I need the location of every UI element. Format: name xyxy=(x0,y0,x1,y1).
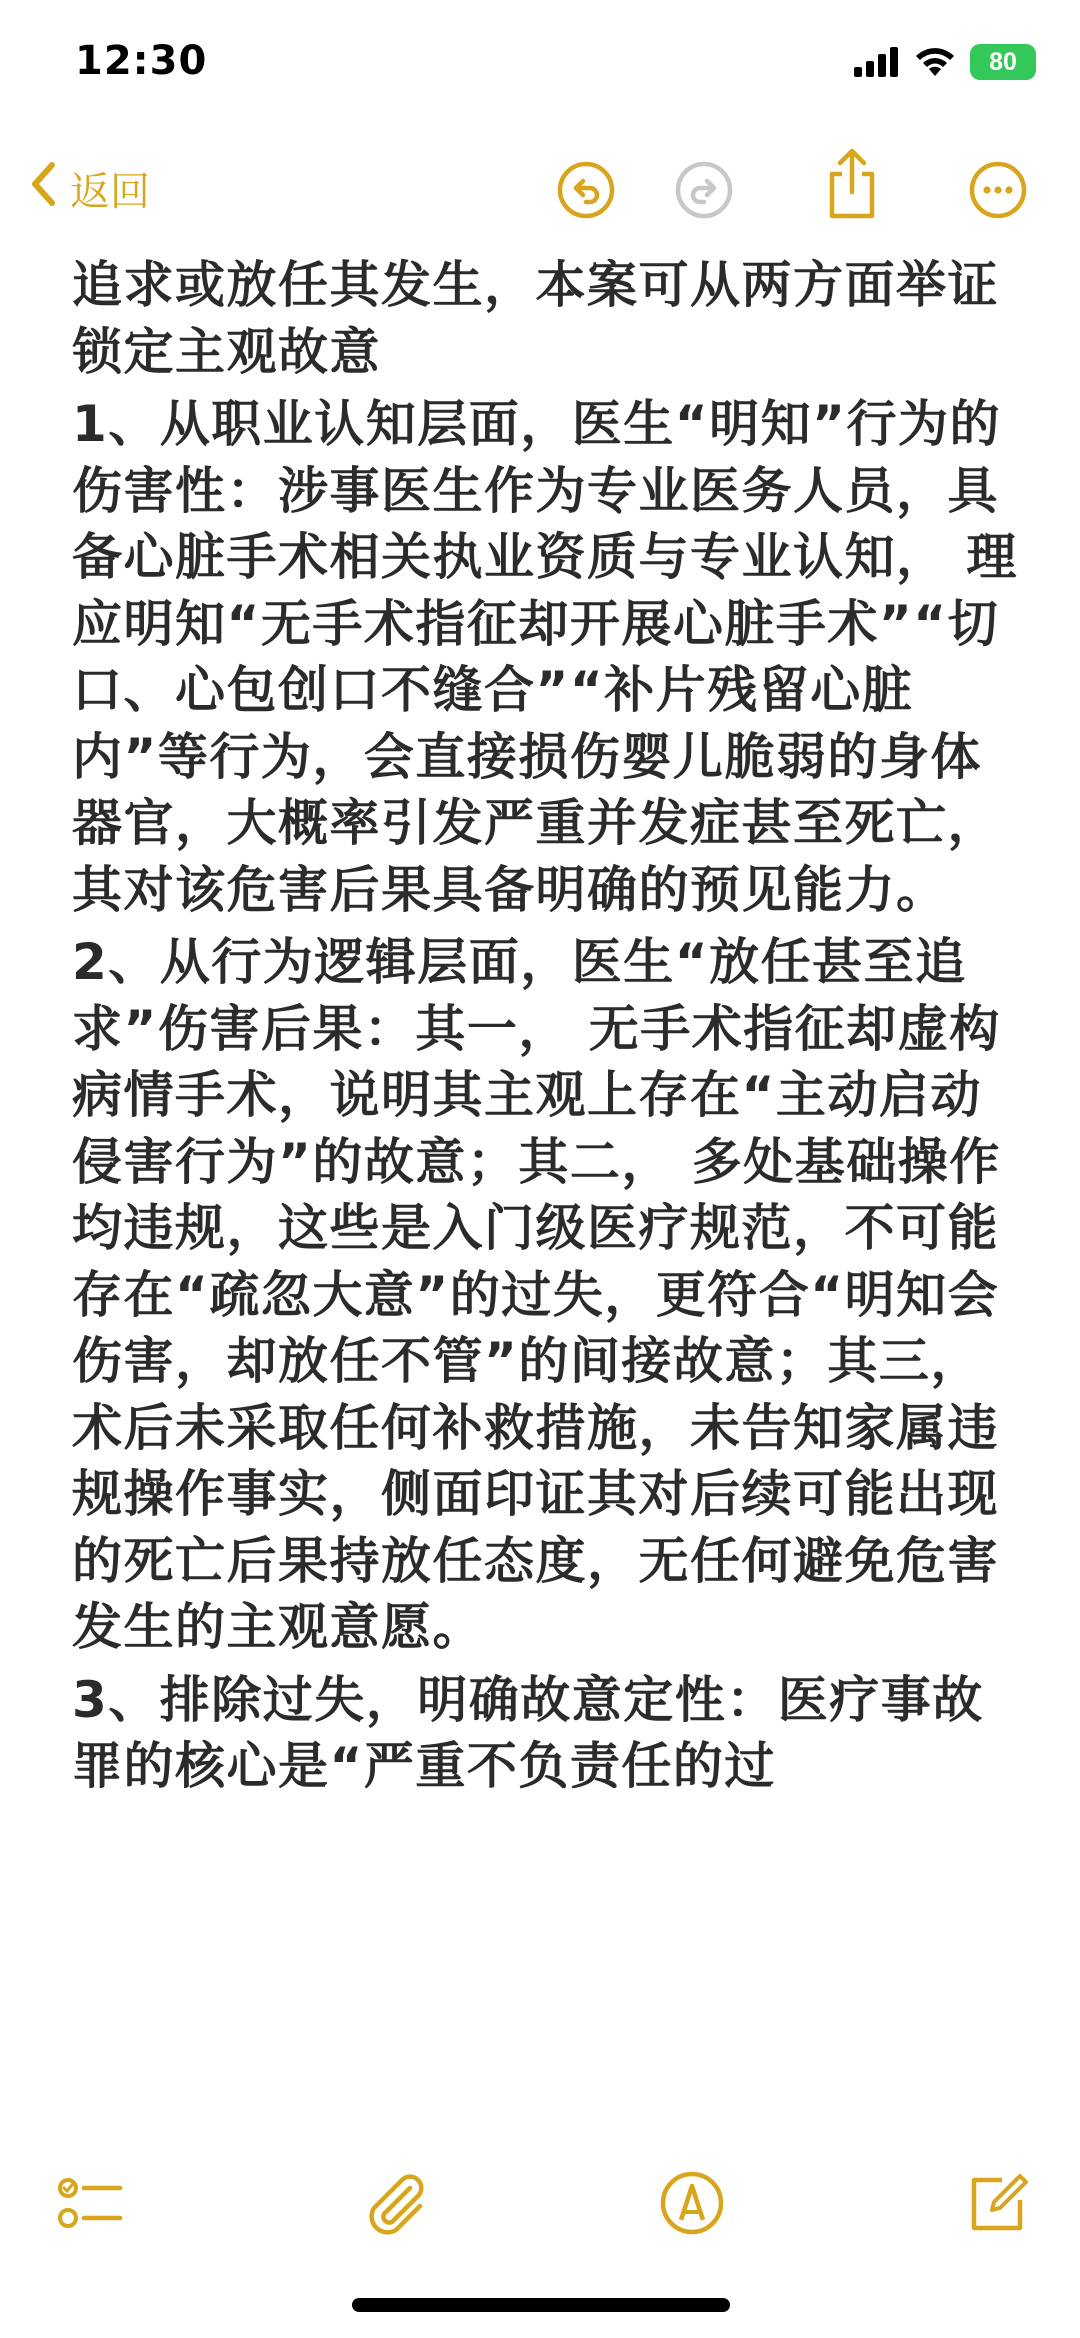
share-icon[interactable] xyxy=(820,146,884,210)
markup-icon[interactable] xyxy=(657,2168,727,2238)
attachment-icon[interactable] xyxy=(360,2168,430,2238)
status-indicators xyxy=(854,44,1030,80)
note-body[interactable] xyxy=(72,252,1032,2147)
redo-icon[interactable] xyxy=(672,158,736,222)
undo-icon[interactable] xyxy=(554,158,618,222)
note-paragraph: 3、排除过失，明确故意定性：医疗事故罪的核心是“严重不负责任的过 xyxy=(72,1670,984,1795)
compose-icon[interactable] xyxy=(962,2168,1032,2238)
battery-indicator: 80 xyxy=(970,44,1036,80)
note-paragraph: 2、从行为逻辑层面，医生“放任甚至追求”伤害后果：其一， 无手术指征却虚构病情手术，说明其主观上存在“主动启动侵害行为”的故意；其二， 多处基础操作均违规，这些是入门级医疗规范，不可能存在“疏忽大意”的过失，更符合“明知会伤害，却放任不管”的间接故意；其三， 术后未采取任何补救措施，未告知家属违规操作事实，侧面印证其对后续可能出现的死亡后果持放任态度，无任何避免危害发生的主观意愿。 xyxy=(72,933,1001,1656)
wifi-icon xyxy=(914,47,956,77)
status-bar xyxy=(0,0,1080,130)
note-paragraph: 1、从职业认知层面，医生“明知”行为的伤害性：涉事医生作为专业医务人员，具备心脏手术相关执业资质与专业认知， 理应明知“无手术指征却开展心脏手术”“切口、心包创口不缝合”“补片残留心脏内”等行为，会直接损伤婴儿脆弱的身体器官，大概率引发严重并发症甚至死亡，其对该危害后果具备明确的预见能力。 xyxy=(72,395,1018,919)
cellular-signal-icon xyxy=(854,47,900,77)
bottom-toolbar xyxy=(0,2150,1080,2270)
more-icon[interactable] xyxy=(966,158,1030,222)
chevron-left-icon xyxy=(30,161,56,217)
note-paragraph: 追求或放任其发生，本案可从两方面举证锁定主观故意 xyxy=(72,256,999,381)
back-button[interactable] xyxy=(30,160,150,217)
home-indicator[interactable] xyxy=(352,2298,730,2312)
back-label: 返回 xyxy=(70,169,150,215)
nav-bar xyxy=(0,140,1080,240)
checklist-icon[interactable] xyxy=(56,2168,126,2238)
status-time: 12:30 xyxy=(75,38,208,84)
